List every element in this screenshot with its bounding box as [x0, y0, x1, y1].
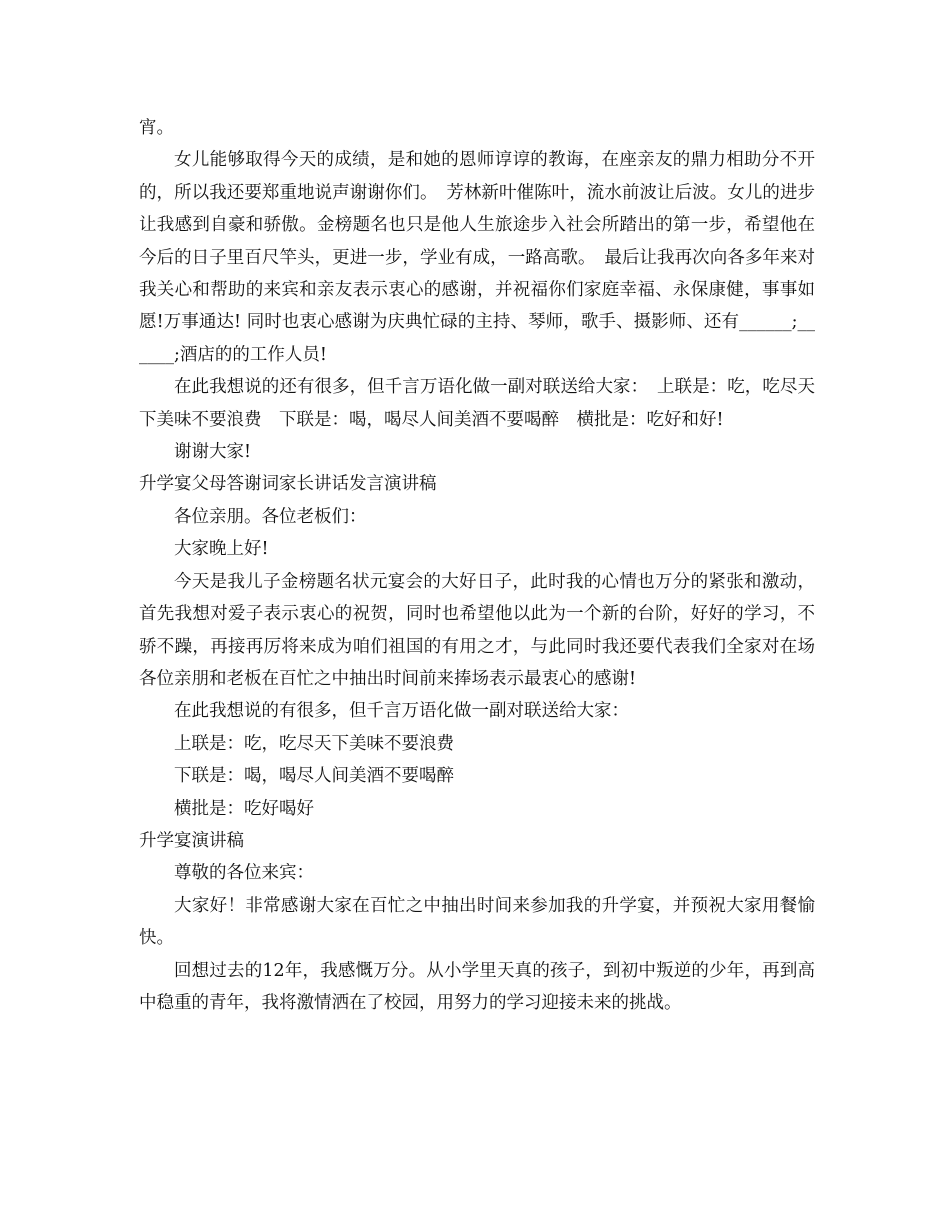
paragraph-thank-you: 谢谢大家! [174, 442, 252, 463]
paragraph-couplet-horizontal: 横批是：吃好喝好 [174, 798, 314, 819]
paragraph-good-evening: 大家晚上好! [174, 539, 269, 560]
paragraph-continuation: 宵。 [139, 118, 174, 138]
paragraph-son-celebration: 今天是我儿子金榜题名状元宴会的大好日子，此时我的心情也万分的紧张和激动，首先我想对爱子表示衷心的祝贺，同时也希望他以此为一个新的台阶，好好的学习，不骄不躁，再接再厉将来成为咱们祖国的有用之才，与此同时我还要代表我们全家对在场各位亲朋和老板在百忙之中抽出时间前来捧场表示最衷心的感谢! [139, 571, 815, 689]
paragraph-reflection: 回想过去的12年，我感慨万分。从小学里天真的孩子，到初中叛逆的少年，再到高中稳重的青年，我将激情洒在了校园，用努力的学习迎接未来的挑战。 [139, 960, 815, 1013]
paragraph-couplet-first-line: 上联是：吃，吃尽天下美味不要浪费 [174, 733, 454, 754]
paragraph-couplet-1: 在此我想说的还有很多，但千言万语化做一副对联送给大家： 上联是：吃，吃尽天下美味不要浪费 下联是：喝，喝尽人间美酒不要喝醉 横批是：吃好和好! [139, 377, 815, 430]
paragraph-thanks-mentors: 女儿能够取得今天的成绩，是和她的恩师谆谆的教诲，在座亲友的鼎力相助分不开的，所以我还要郑重地说声谢谢你们。 芳林新叶催陈叶，流水前波让后波。女儿的进步让我感到自豪和骄傲。金榜题名也只是他人生旅途步入社会所踏出的第一步，希望他在今后的日子里百尺竿头，更进一步，学业有成，一路高歌。 最后让我再次向各多年来对我关心和帮助的来宾和亲友表示衷心的感谢，并祝福你们家庭幸福、永保康健，事事如愿!万事通达! 同时也衷心感谢为庆典忙碌的主持、琴师，歌手、摄影师、还有______;______;酒店的的工作人员! [139, 150, 815, 365]
paragraph-greeting-guests: 各位亲朋。各位老板们： [174, 506, 367, 527]
paragraph-dear-guests: 尊敬的各位来宾： [174, 863, 314, 884]
section-heading-parents-speech: 升学宴父母答谢词家长讲话发言演讲稿 [139, 474, 437, 495]
section-heading-student-speech: 升学宴演讲稿 [139, 830, 244, 851]
paragraph-welcome: 大家好！非常感谢大家在百忙之中抽出时间来参加我的升学宴，并预祝大家用餐愉快。 [139, 895, 815, 949]
paragraph-couplet-second-line: 下联是：喝，喝尽人间美酒不要喝醉 [174, 766, 454, 787]
paragraph-couplet-intro: 在此我想说的有很多，但千言万语化做一副对联送给大家： [174, 701, 629, 722]
document-page [139, 112, 815, 1019]
